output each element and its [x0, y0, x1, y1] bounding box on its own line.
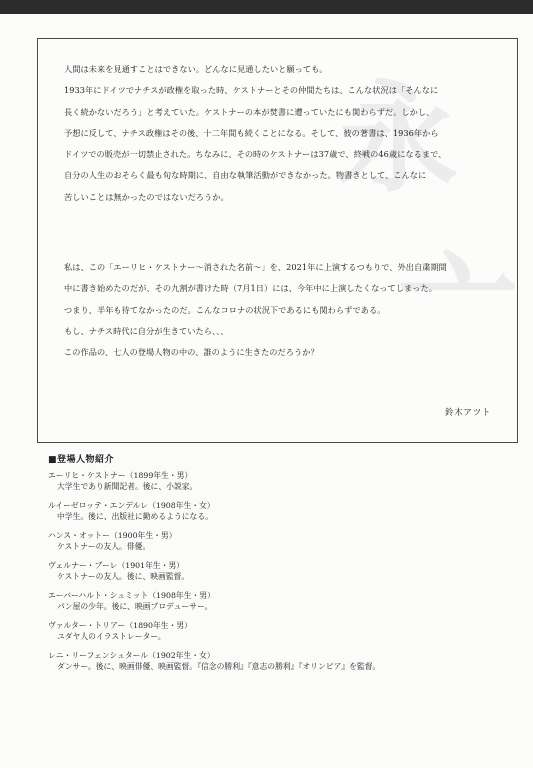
character-name: ハンス・オットー（1900年生・男）	[48, 531, 177, 540]
top-border-bar	[0, 0, 533, 14]
character-entry	[48, 530, 518, 552]
essay-paragraph-1	[64, 59, 502, 208]
character-section-heading: ■登場人物紹介	[48, 455, 115, 465]
essay-line: 人間は未来を見通すことはできない。どんなに見通したいと願っても。	[64, 64, 328, 74]
character-entry	[48, 560, 518, 582]
essay-line: 長く続かないだろう」と考えていた。ケストナーの本が焚書に遭っていたにも関わらずだ。しかし、	[64, 106, 435, 117]
essay-line: つまり、半年も待てなかったのだ。こんなコロナの状況下であるにも関わらずである。	[64, 304, 386, 315]
character-name: エーバーハルト・シュミット（1908年生・男）	[48, 591, 215, 600]
essay-line: 私は、この「エーリヒ・ケストナー〜消された名前〜」を、2021年に上演するつもりで、外出自粛期間	[64, 262, 447, 272]
essay-line: ドイツでの販売が一切禁止された。ちなみに、その時のケストナーは37歳で、終戦の46歳になるまで、	[64, 149, 447, 160]
character-name: エーリヒ・ケストナー（1899年生・男）	[48, 471, 193, 480]
author-signature: 鈴木アツト	[445, 408, 491, 418]
essay-line: 苦しいことは無かったのではないだろうか。	[64, 191, 229, 202]
watermark-glyph: 亠	[398, 238, 518, 379]
character-description: パン屋の少年。後に、映画プロデューサー。	[57, 602, 213, 611]
essay-box	[37, 38, 518, 443]
essay-line: 予想に反して、ナチス政権はその後、十二年間も続くことになる。そして、彼の著書は、1936年から	[64, 127, 439, 138]
essay-line: この作品の、七人の登場人物の中の、誰のように生きたのだろうか？	[64, 347, 319, 358]
character-entry	[48, 470, 518, 492]
character-name: ヴァルター・トリアー（1890年生・男）	[48, 621, 192, 630]
character-description: ケストナーの友人。後に、映画監督。	[57, 572, 190, 581]
essay-line: もし、ナチス時代に自分が生きていたら、、、	[64, 325, 229, 336]
essay-line: 自分の人生のおそらく最も旬な時期に、自由な執筆活動ができなかった。物書きとして、こんなに	[64, 170, 427, 181]
character-name: ルイーゼロッテ・エンデルレ（1908年生・女）	[48, 501, 215, 510]
character-description: 大学生であり新聞記者。後に、小説家。	[57, 482, 198, 491]
character-description: ダンサー。後に、映画俳優、映画監督。『信念の勝利』『意志の勝利』『オリンピア』を監督。	[57, 662, 381, 671]
essay-line: 1933年にドイツでナチスが政権を取った時、ケストナーとその仲間たちは、こんな状況は「そんなに	[64, 85, 439, 96]
watermark-glyph: 永	[338, 68, 458, 209]
character-section	[48, 452, 518, 680]
essay-line: 中に書き始めたのだが、その九割が書けた時（7月1日）には、今年中に上演したくなってしまった。	[64, 283, 437, 294]
character-entry	[48, 620, 518, 642]
essay-paragraph-2	[64, 257, 502, 363]
character-entry	[48, 590, 518, 612]
character-entry	[48, 500, 518, 522]
character-name: レニ・リーフェンシュタール（1902年生・女）	[48, 651, 215, 660]
character-description: ユダヤ人のイラストレーター。	[57, 632, 166, 641]
character-description: 中学生。後に、出版社に勤めるようになる。	[57, 512, 213, 521]
character-name: ヴェルナー・ブーレ（1901年生・男）	[48, 561, 185, 570]
character-entry	[48, 650, 518, 672]
character-description: ケストナーの友人。俳優。	[57, 542, 151, 551]
